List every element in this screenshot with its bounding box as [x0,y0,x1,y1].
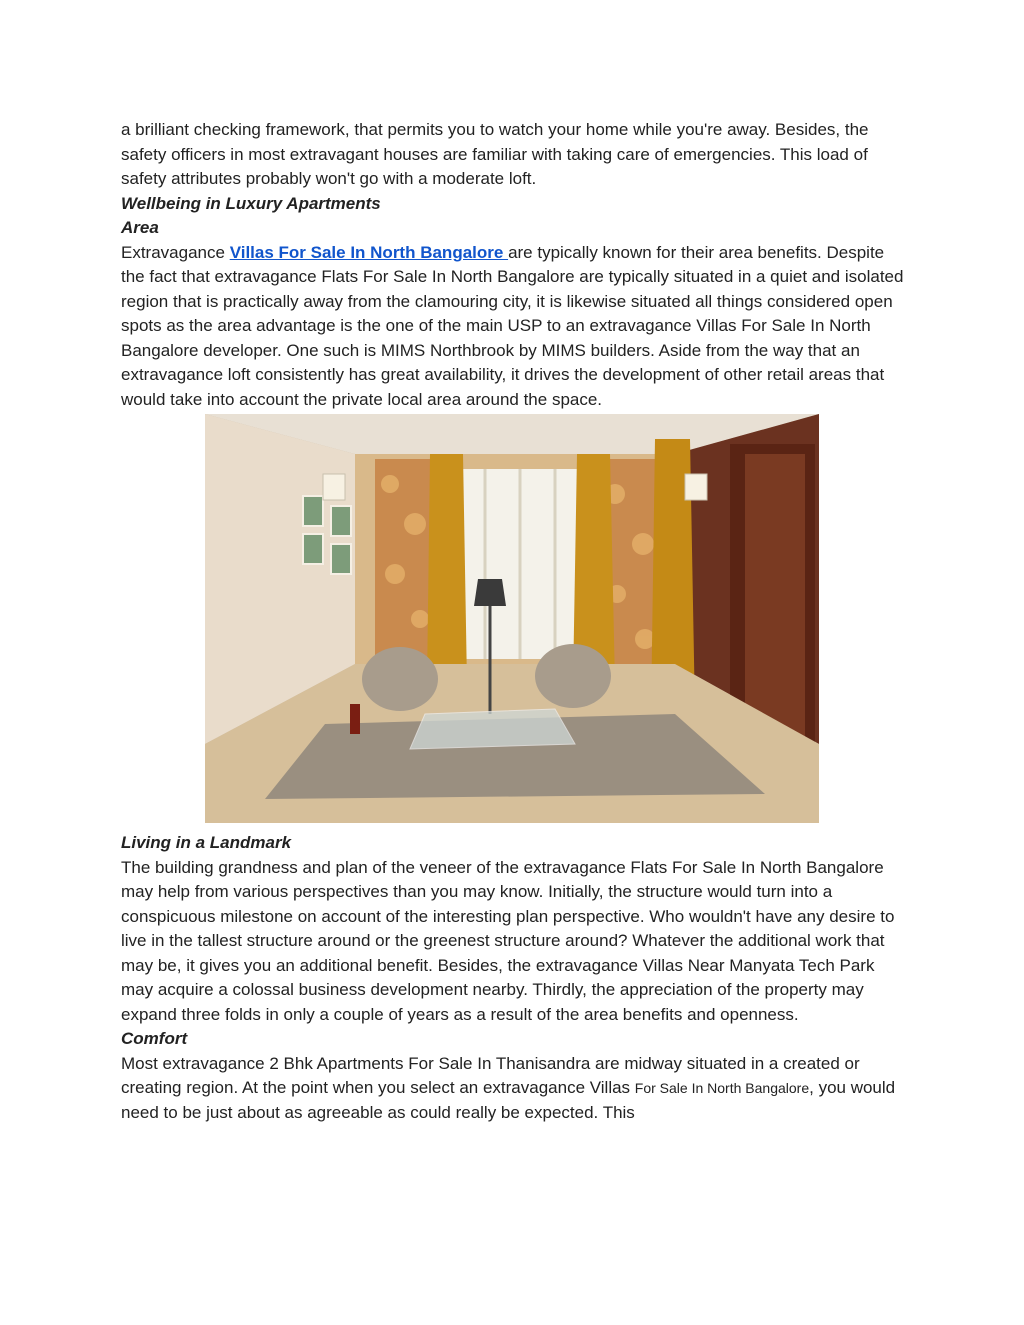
area-lead-text: Extravagance [121,242,230,262]
comfort-paragraph [121,1052,911,1126]
heading-area: Area [121,218,159,237]
comfort-text-b: , you would need to be just about as agreeable as could really be expected. This [121,1078,896,1122]
document-page [121,118,911,1125]
area-body-text: are typically known for their area benefits. Despite the fact that extravagance Flats For Sale In North Bangalore are typically situated in a quiet and isolated region that is practically away from the clamouring city, it is likewise situated all things considered open spots as the area advantage is the one of the main USP to an extravagance Villas For Sale In North Bangalore developer. One such is MIMS Northbrook by MIMS builders. Aside from the way that an extravagance loft consistently has great availability, it drives the development of other retail areas that would take into account the private local area around the space. [121,242,904,409]
heading-landmark: Living in a Landmark [121,833,292,852]
area-paragraph [121,241,911,413]
landmark-paragraph: The building grandness and plan of the veneer of the extravagance Flats For Sale In North Bangalore may help from various perspectives than you may know. Initially, the structure would turn into a conspicuous milestone on account of the interesting plan perspective. Who wouldn't have any desire to live in the tallest structure around or the greenest structure around? Whatever the additional work that may be, it gives you an additional benefit. Besides, the extravagance Villas Near Manyata Tech Park may acquire a colossal business development nearby. Thirdly, the appreciation of the property may expand three folds in only a couple of years as a result of the area benefits and openness. [121,857,895,1024]
villas-for-sale-link[interactable]: Villas For Sale In North Bangalore [229,242,509,262]
living-room-photo [205,414,819,823]
comfort-text-a: Most extravagance 2 Bhk Apartments For Sale In Thanisandra are midway situated in a created or creating region. At the point when you select an extravagance Villas [121,1053,860,1097]
intro-paragraph: a brilliant checking framework, that permits you to watch your home while you're away. Besides, the safety officers in most extravagant houses are familiar with taking care of emergencies. This load of safety attributes probably won't go with a moderate loft. [121,120,869,188]
comfort-small-text: For Sale In North Bangalore [634,1080,810,1096]
heading-wellbeing: Wellbeing in Luxury Apartments [121,193,381,213]
heading-comfort: Comfort [121,1029,188,1048]
